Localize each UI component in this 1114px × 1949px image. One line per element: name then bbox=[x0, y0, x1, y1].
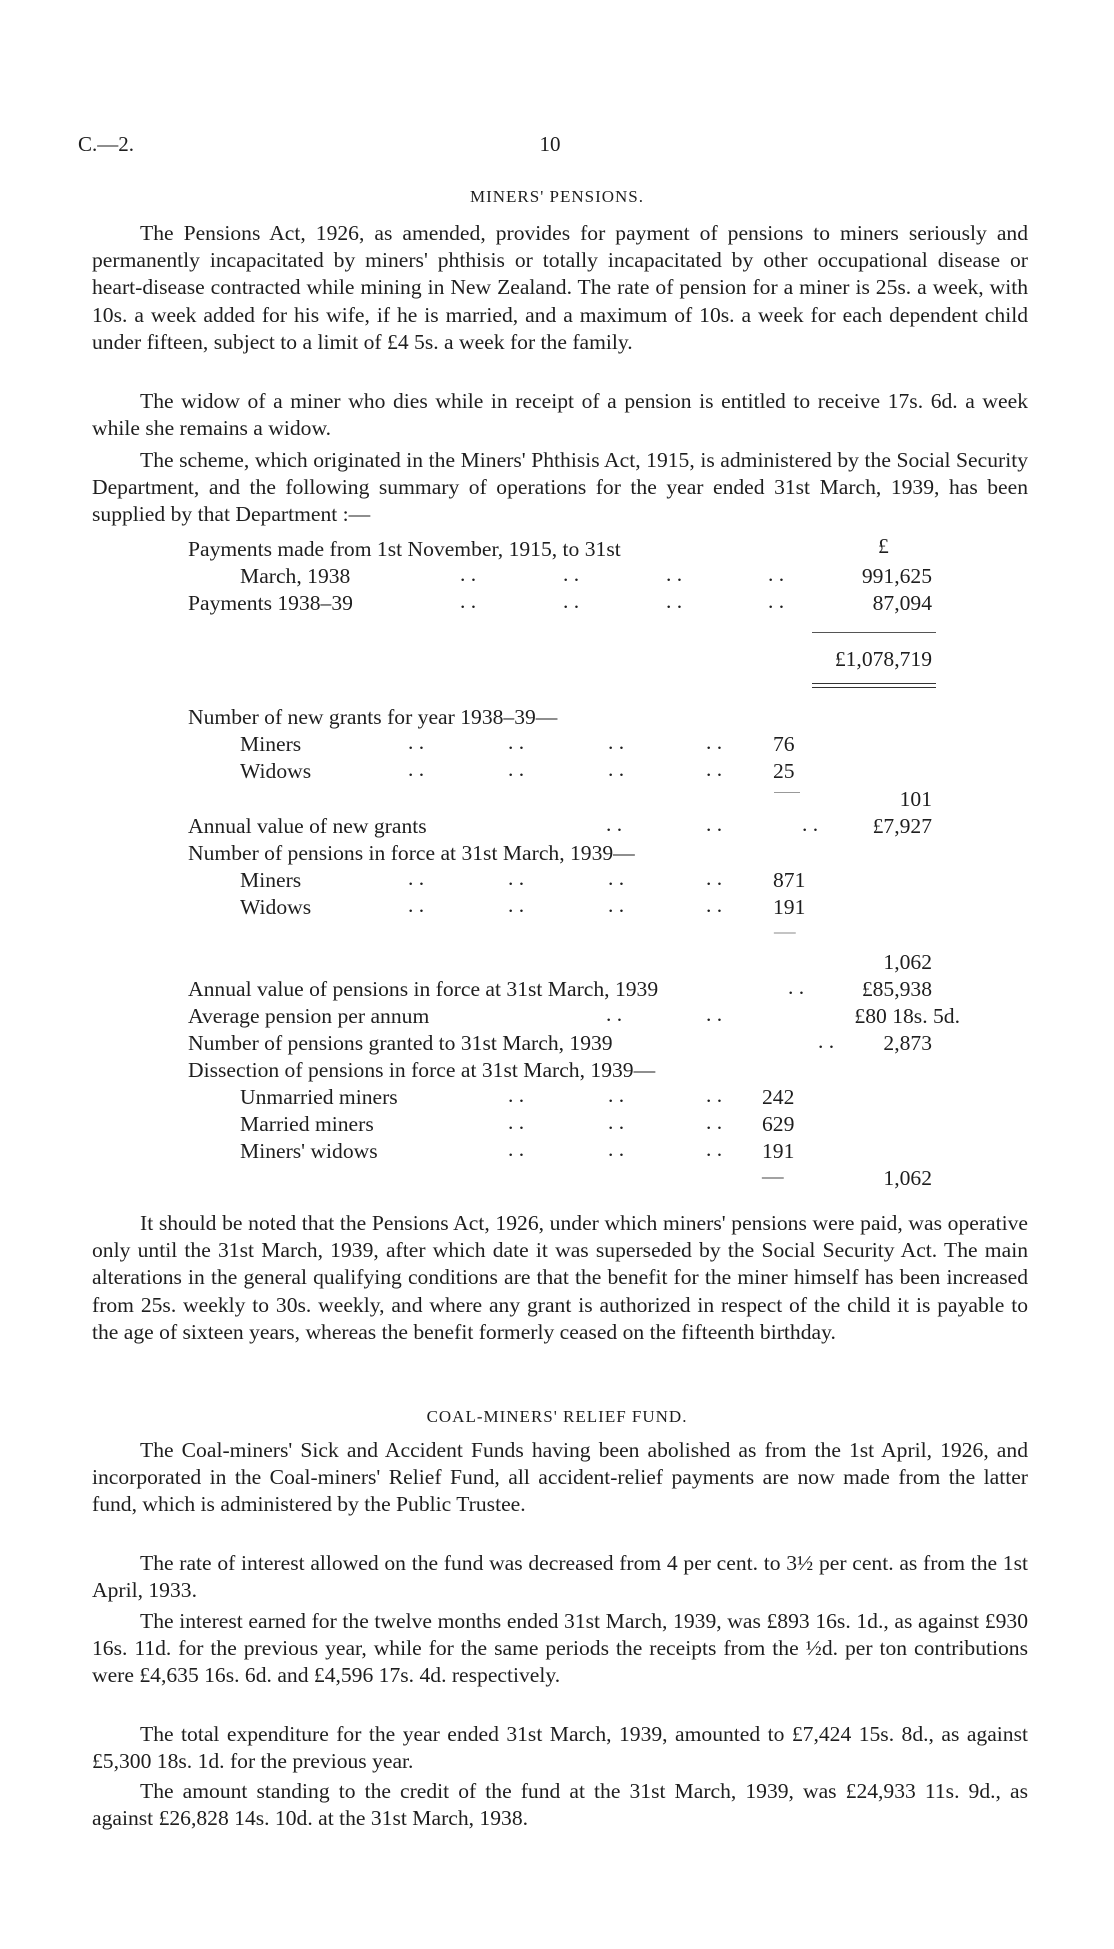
subtotal-dash: — bbox=[762, 1164, 784, 1188]
subtotal-rule bbox=[774, 792, 800, 793]
section-heading-miners-pensions: MINERS' PENSIONS. bbox=[469, 187, 645, 206]
label-pensions-granted: Number of pensions granted to 31st March, 1939 bbox=[188, 1031, 613, 1055]
dot-leader: . . bbox=[606, 1002, 623, 1026]
value-dissection-total: 1,062 bbox=[883, 1166, 932, 1190]
currency-symbol: £ bbox=[878, 534, 889, 558]
value-inforce-total: 1,062 bbox=[883, 950, 932, 974]
value-pensions-granted: 2,873 bbox=[883, 1031, 932, 1055]
row-payments-from-1915: Payments made from 1st November, 1915, to 31st bbox=[188, 537, 621, 561]
dot-leader: . . bbox=[706, 893, 723, 917]
sum-rule bbox=[812, 632, 936, 633]
dot-leader: . . bbox=[802, 812, 819, 836]
paragraph-total-expenditure bbox=[92, 1721, 1028, 1775]
value-new-grants-total: 101 bbox=[899, 787, 932, 811]
dot-leader: . . bbox=[608, 757, 625, 781]
label-average-pension: Average pension per annum bbox=[188, 1004, 430, 1028]
value-payments-1938-39: 87,094 bbox=[872, 591, 932, 615]
dot-leader: . . bbox=[706, 1083, 723, 1107]
value-new-miners: 76 bbox=[773, 732, 795, 756]
paragraph-text: The total expenditure for the year ended 31st March, 1939, amounted to £7,424 15s. 8d., as against £5,300 18s. 1d. for the previous year. bbox=[92, 1722, 1028, 1774]
dot-leader: . . bbox=[768, 562, 785, 586]
dot-leader: . . bbox=[408, 893, 425, 917]
paragraph-text: The amount standing to the credit of the fund at the 31st March, 1939, was £24,933 11s. 9d., as against £26,828 14s. 10d. at the 31st March, 1938. bbox=[92, 1779, 1028, 1831]
value-married-miners: 629 bbox=[762, 1112, 795, 1136]
paragraph-interest-rate bbox=[92, 1550, 1028, 1604]
value-inforce-widows: 191 bbox=[773, 895, 806, 919]
double-rule bbox=[812, 687, 936, 688]
dot-leader: . . bbox=[706, 1110, 723, 1134]
row-march-1938: March, 1938 bbox=[240, 564, 351, 588]
value-unmarried-miners: 242 bbox=[762, 1085, 795, 1109]
dot-leader: . . bbox=[606, 812, 623, 836]
paragraph-text: The rate of interest allowed on the fund was decreased from 4 per cent. to 3½ per cent. as from the 1st April, 1933. bbox=[92, 1551, 1028, 1603]
dot-leader: . . bbox=[508, 1137, 525, 1161]
value-annual-inforce: £85,938 bbox=[861, 977, 932, 1001]
inforce-heading: Number of pensions in force at 31st March, 1939— bbox=[188, 841, 635, 865]
document-reference: C.—2. bbox=[78, 132, 135, 156]
label-annual-value-new: Annual value of new grants bbox=[188, 814, 427, 838]
subtotal-dash: — bbox=[774, 919, 796, 943]
dot-leader: . . bbox=[563, 562, 580, 586]
label-widows: Widows bbox=[240, 895, 312, 919]
value-average-pension: £80 18s. 5d. bbox=[854, 1004, 960, 1028]
paragraph-text: The interest earned for the twelve months ended 31st March, 1939, was £893 16s. 1d., as against £930 16s. 11d. for the previous year, while for the same periods the receipts from the ½d. per ton contributions were £4,635 16s. 6d. and £4,596 17s. 4d. respectively. bbox=[92, 1609, 1028, 1688]
paragraph-text: It should be noted that the Pensions Act, 1926, under which miners' pensions were paid, was operative only until the 31st March, 1939, after which date it was superseded by the Social Security Act. The main alterations in the general qualifying conditions are that the benefit for the miner himself has been increased from 25s. weekly to 30s. weekly, and where any grant is authorized in respect of the child it is payable to the age of sixteen years, whereas the benefit formerly ceased on the fifteenth birthday. bbox=[92, 1211, 1028, 1344]
label-widows: Widows bbox=[240, 759, 312, 783]
label-miners-widows: Miners' widows bbox=[240, 1139, 378, 1163]
dot-leader: . . bbox=[608, 730, 625, 754]
dot-leader: . . bbox=[460, 562, 477, 586]
value-inforce-miners: 871 bbox=[773, 868, 806, 892]
dot-leader: . . bbox=[706, 812, 723, 836]
paragraph-scheme bbox=[92, 447, 1028, 529]
label-miners: Miners bbox=[240, 732, 302, 756]
value-miners-widows: 191 bbox=[762, 1139, 795, 1163]
section-heading-coal-miners-relief: COAL-MINERS' RELIEF FUND. bbox=[426, 1407, 688, 1426]
value-new-widows: 25 bbox=[773, 759, 795, 783]
paragraph-interest-earned bbox=[92, 1608, 1028, 1690]
dot-leader: . . bbox=[666, 589, 683, 613]
dot-leader: . . bbox=[706, 1137, 723, 1161]
dot-leader: . . bbox=[508, 1083, 525, 1107]
dot-leader: . . bbox=[768, 589, 785, 613]
dot-leader: . . bbox=[408, 757, 425, 781]
new-grants-heading: Number of new grants for year 1938–39— bbox=[188, 705, 558, 729]
dot-leader: . . bbox=[788, 975, 805, 999]
dot-leader: . . bbox=[508, 1110, 525, 1134]
dot-leader: . . bbox=[608, 1110, 625, 1134]
dot-leader: . . bbox=[508, 757, 525, 781]
row-payments-1938-39: Payments 1938–39 bbox=[188, 591, 353, 615]
dot-leader: . . bbox=[508, 730, 525, 754]
label-unmarried-miners: Unmarried miners bbox=[240, 1085, 398, 1109]
paragraph-social-security-note bbox=[92, 1210, 1028, 1346]
dot-leader: . . bbox=[608, 1137, 625, 1161]
value-annual-new: £7,927 bbox=[872, 814, 932, 838]
value-payments-to-1938: 991,625 bbox=[861, 564, 932, 588]
dot-leader: . . bbox=[563, 589, 580, 613]
label-annual-inforce: Annual value of pensions in force at 31st March, 1939 bbox=[188, 977, 659, 1001]
label-miners: Miners bbox=[240, 868, 302, 892]
paragraph-funds-abolished bbox=[92, 1437, 1028, 1519]
paragraph-fund-credit bbox=[92, 1778, 1028, 1832]
paragraph-text: The widow of a miner who dies while in receipt of a pension is entitled to receive 17s. 6d. a week while she remains a widow. bbox=[92, 389, 1028, 441]
dot-leader: . . bbox=[608, 893, 625, 917]
dot-leader: . . bbox=[818, 1029, 835, 1053]
dot-leader: . . bbox=[706, 757, 723, 781]
paragraph-widow bbox=[92, 388, 1028, 442]
dot-leader: . . bbox=[460, 589, 477, 613]
dot-leader: . . bbox=[408, 730, 425, 754]
dot-leader: . . bbox=[608, 1083, 625, 1107]
dot-leader: . . bbox=[706, 1002, 723, 1026]
paragraph-text: The scheme, which originated in the Miners' Phthisis Act, 1915, is administered by the Social Security Department, and the following summary of operations for the year ended 31st March, 1939, has been supplied by that Department :— bbox=[92, 448, 1028, 527]
dot-leader: . . bbox=[408, 866, 425, 890]
paragraph-text: The Coal-miners' Sick and Accident Funds having been abolished as from the 1st April, 1926, and incorporated in the Coal-miners' Relief Fund, all accident-relief payments are now made from the latter fund, which is administered by the Public Trustee. bbox=[92, 1438, 1028, 1517]
label-married-miners: Married miners bbox=[240, 1112, 374, 1136]
dot-leader: . . bbox=[508, 866, 525, 890]
page-number: 10 bbox=[539, 132, 561, 156]
dissection-heading: Dissection of pensions in force at 31st March, 1939— bbox=[188, 1058, 656, 1082]
dot-leader: . . bbox=[508, 893, 525, 917]
double-rule bbox=[812, 683, 936, 684]
dot-leader: . . bbox=[666, 562, 683, 586]
dot-leader: . . bbox=[706, 730, 723, 754]
value-total-payments: £1,078,719 bbox=[834, 647, 932, 671]
paragraph-text: The Pensions Act, 1926, as amended, provides for payment of pensions to miners seriously and permanently incapacitated by miners' phthisis or totally incapacitated by other occupational disease or heart-disease contracted while mining in New Zealand. The rate of pension for a miner is 25s. a week, with 10s. a week added for his wife, if he is married, and a maximum of 10s. a week for each dependent child under fifteen, subject to a limit of £4 5s. a week for the family. bbox=[92, 221, 1028, 354]
paragraph-pensions-act bbox=[92, 220, 1028, 356]
dot-leader: . . bbox=[706, 866, 723, 890]
dot-leader: . . bbox=[608, 866, 625, 890]
